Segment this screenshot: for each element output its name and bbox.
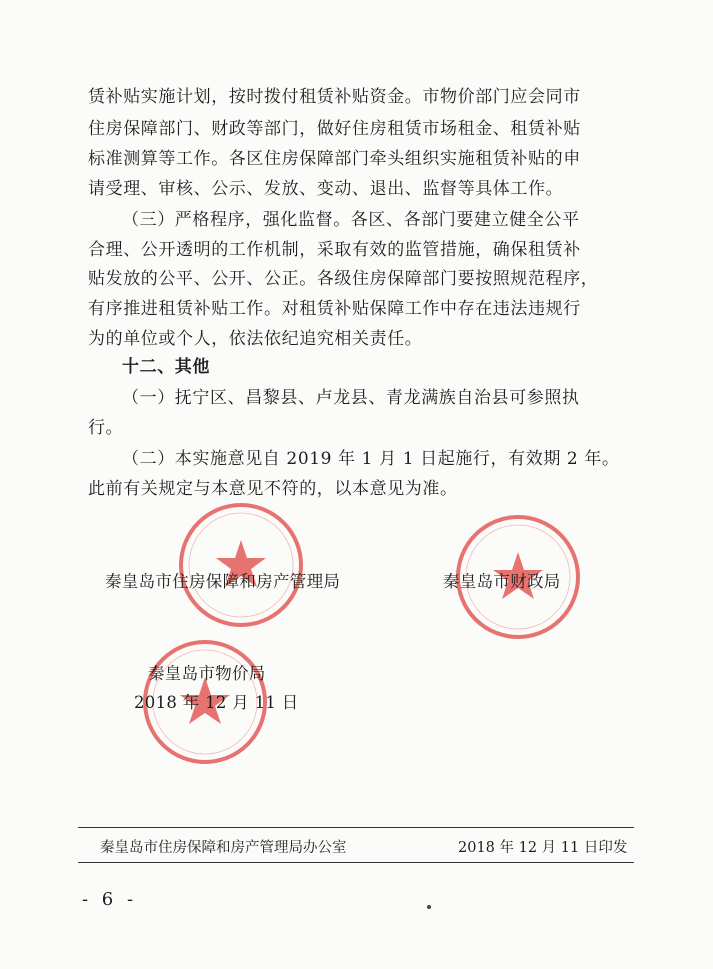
issuing-office: 秦皇岛市住房保障和房产管理局办公室 [100,840,347,856]
official-seal-housing-bureau [176,500,306,630]
paragraph-line: 为的单位或个人，依法依纪追究相关责任。 [88,329,423,349]
signatory-housing-bureau: 秦皇岛市住房保障和房产管理局 [105,572,341,591]
ink-dot [427,905,431,909]
paragraph-line: 赁补贴实施计划，按时拨付租赁补贴资金。市物价部门应会同市 [88,87,581,107]
paragraph-line: （三）严格程序，强化监督。各区、各部门要建立健全公平 [122,210,580,230]
page-number: - 6 - [82,889,138,910]
paragraph-line: 此前有关规定与本意见不符的，以本意见为准。 [88,479,458,499]
signatory-finance-bureau: 秦皇岛市财政局 [443,572,561,591]
paragraph-line: 行。 [88,418,124,438]
footer-top-rule [78,827,634,828]
paragraph-line: 住房保障部门、财政等部门，做好住房租赁市场租金、租赁补贴 [88,119,581,139]
paragraph-line: （二）本实施意见自 2019 年 1 月 1 日起施行，有效期 2 年。 [122,449,620,469]
paragraph-line: 标准测算等工作。各区住房保障部门牵头组织实施租赁补贴的申 [88,149,581,169]
section-heading: 十二、其他 [122,357,210,377]
signatory-price-bureau: 秦皇岛市物价局 [148,664,266,683]
paragraph-line: 贴发放的公平、公开、公正。各级住房保障部门要按照规范程序， [88,269,599,289]
footer-bottom-rule [78,862,634,863]
print-date: 2018 年 12 月 11 日印发 [458,840,628,856]
paragraph-line: 有序推进租赁补贴工作。对租赁补贴保障工作中存在违法违规行 [88,299,581,319]
paragraph-line: 合理、公开透明的工作机制，采取有效的监管措施，确保租赁补 [88,240,581,260]
paragraph-line: 请受理、审核、公示、发放、变动、退出、监督等具体工作。 [88,179,564,199]
signature-date: 2018 年 12 月 11 日 [134,693,299,712]
paragraph-line: （一）抚宁区、昌黎县、卢龙县、青龙满族自治县可参照执 [122,388,580,408]
